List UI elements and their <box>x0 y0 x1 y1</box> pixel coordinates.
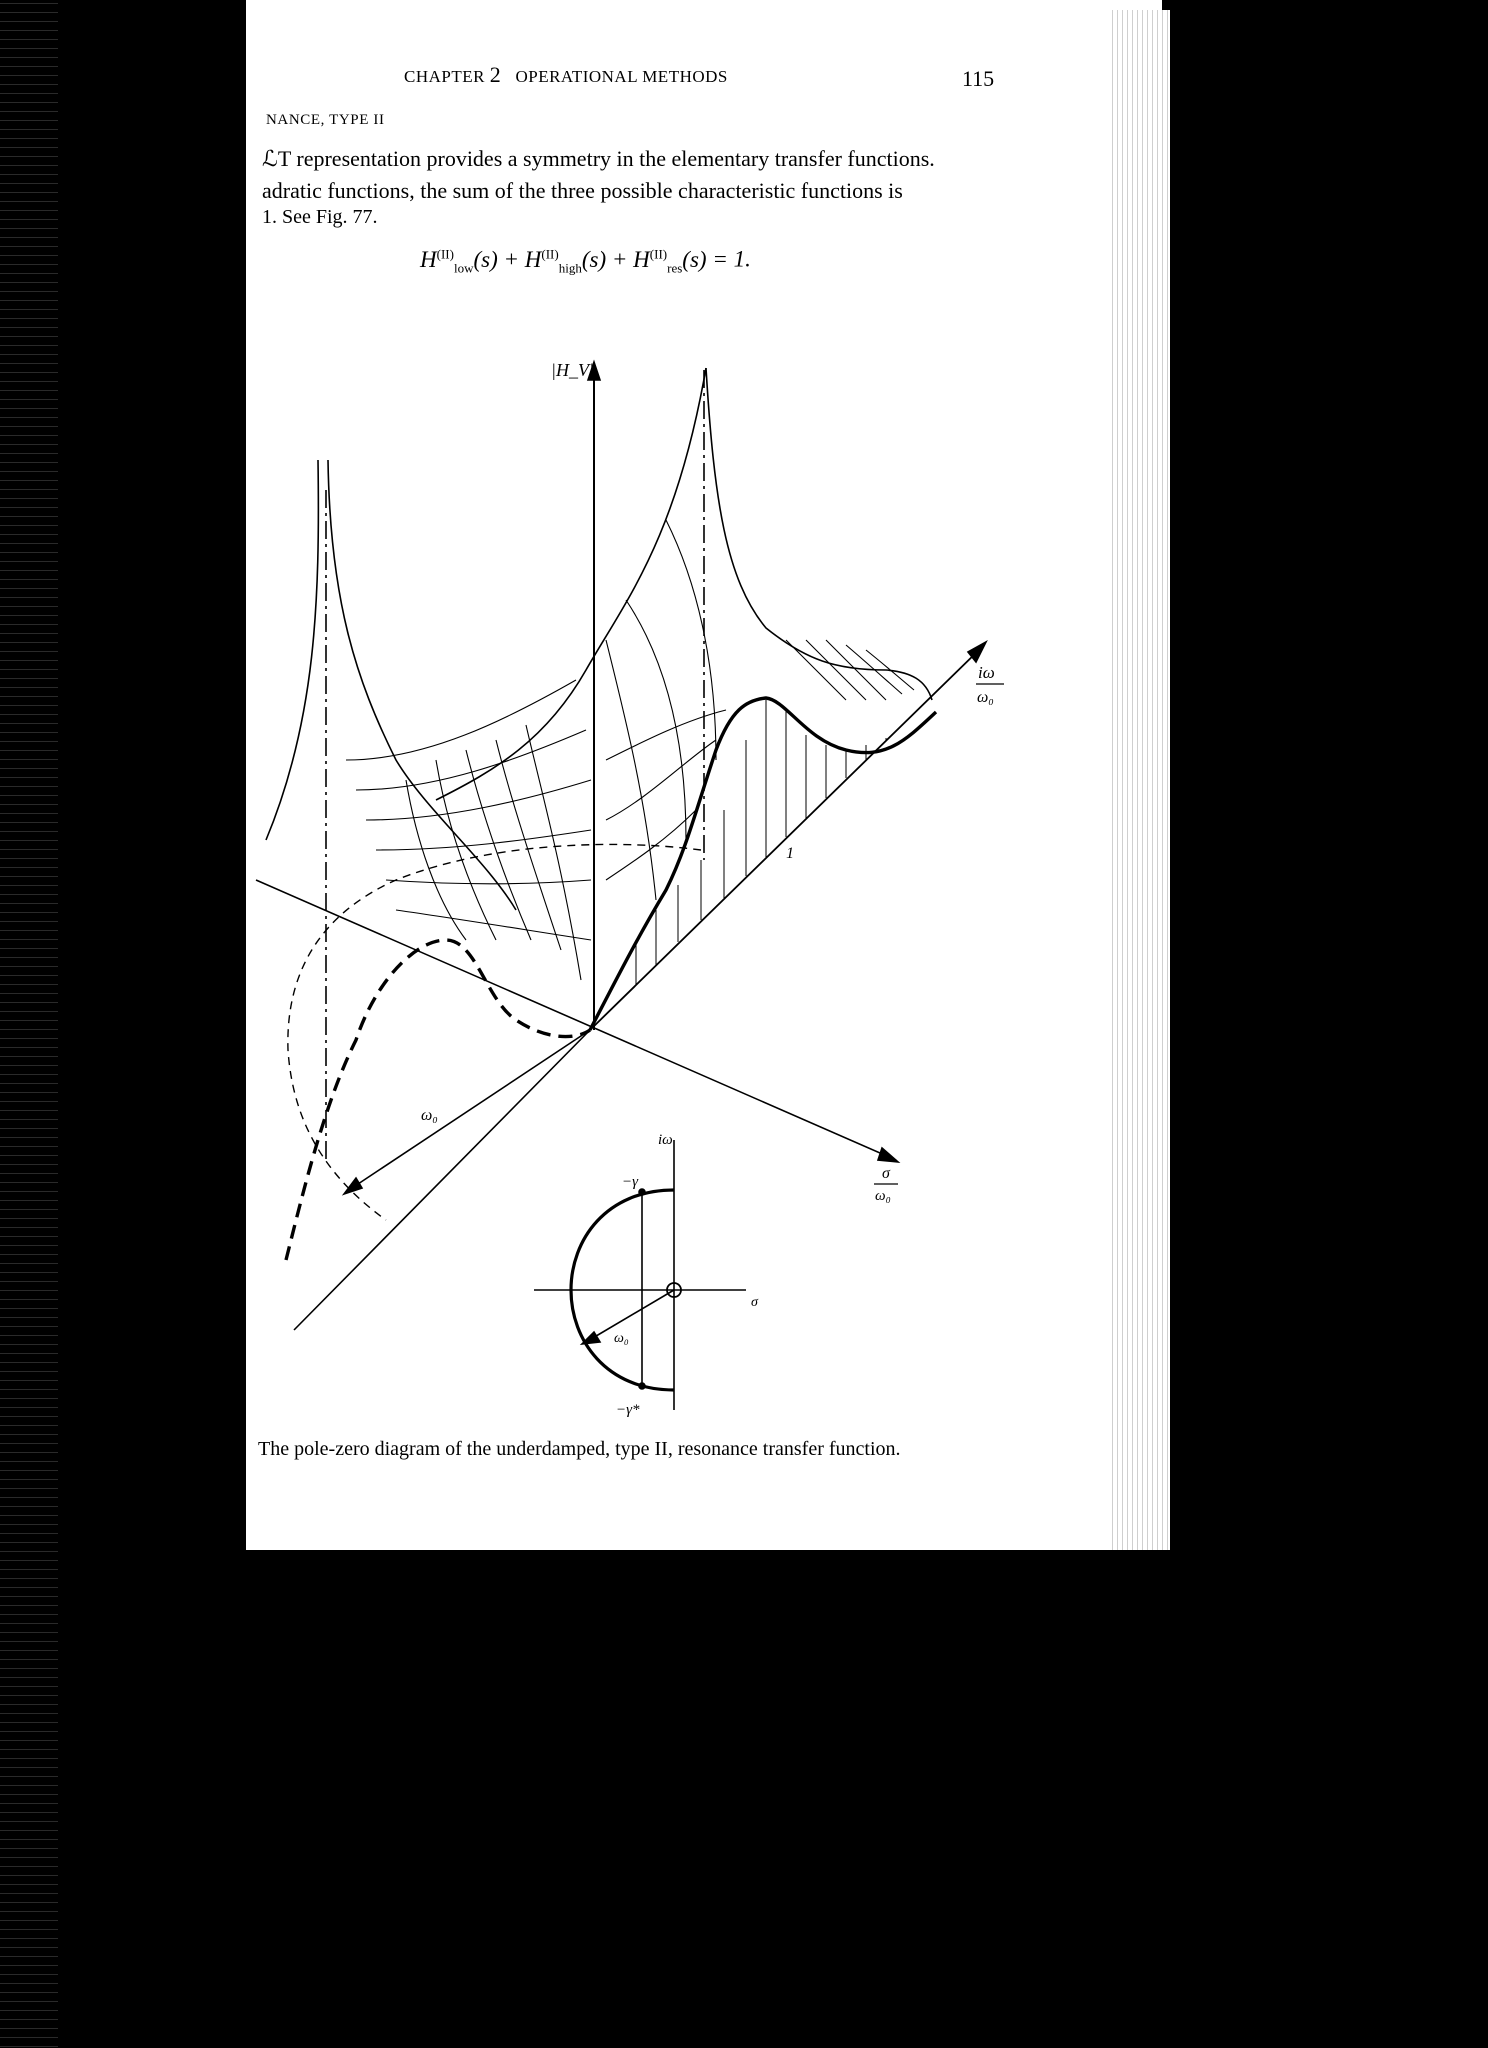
section-head: NANCE, TYPE II <box>266 112 385 128</box>
right-peak-left <box>436 368 706 800</box>
inset-label-gamma: −γ <box>622 1174 639 1190</box>
label-sigma-w0: ω₀ <box>875 1188 891 1204</box>
inset-w0-arrow <box>582 1332 600 1344</box>
body-line-2: adratic functions, the sum of the three possible characteristic functions is <box>262 178 903 203</box>
book-spine-edge <box>0 0 58 2048</box>
running-head <box>404 62 728 88</box>
running-head-chapter-number: 2 <box>489 62 502 87</box>
inset-label-w0: ω₀ <box>614 1331 629 1346</box>
page-number: 115 <box>962 66 995 91</box>
resonance-surface-figure <box>246 340 1162 1440</box>
eq-term-low: $H^{(II)}_{low}(s)$ <box>420 246 498 276</box>
inset-label-sigma: σ <box>751 1295 758 1310</box>
label-iw-w0: ω₀ <box>977 689 994 706</box>
label-hv: |H_V| <box>551 360 594 380</box>
body-line-1: ℒT representation provides a symmetry in the elementary transfer functions. <box>262 146 935 171</box>
label-sigma: σ <box>882 1165 890 1182</box>
sigma-axis-arrow <box>878 1148 898 1162</box>
label-w0-radius: ω₀ <box>421 1107 438 1124</box>
inset-label-gamma-star: −γ* <box>616 1402 640 1418</box>
sum-equation: $H^{(II)}_{low}(s) + H^{(II)}_{high}(s) + H^{(II)}_{res}(s) = 1$. <box>420 246 751 276</box>
figure-caption: The pole-zero diagram of the underdamped, type II, resonance transfer function. <box>258 1438 901 1460</box>
right-peak-right <box>706 368 932 700</box>
eq-rhs: = 1. <box>706 246 751 272</box>
surface-mesh <box>346 520 914 980</box>
inset-w0-line <box>586 1290 674 1342</box>
running-head-chapter: CHAPTER <box>404 67 485 86</box>
pole-zero-inset <box>534 1140 746 1410</box>
dashed-circle <box>288 844 701 1220</box>
running-head-title: OPERATIONAL METHODS <box>515 67 728 86</box>
inset-label-iw: iω <box>658 1132 673 1148</box>
label-one: 1 <box>786 845 794 862</box>
bold-dashed-locus <box>286 940 590 1260</box>
body-line-3: 1. See Fig. 77. <box>262 206 378 228</box>
w0-radius-line <box>346 1030 590 1192</box>
diagonal-line <box>294 1030 590 1330</box>
label-iw: iω <box>978 663 995 682</box>
left-peak-left <box>266 460 318 840</box>
eq-term-res: $H^{(II)}_{res}(s)$ <box>633 246 707 276</box>
sigma-axis <box>256 880 896 1160</box>
left-peak-right <box>328 460 516 910</box>
iw-hatching <box>636 700 886 985</box>
inset-pole-upper <box>639 1189 645 1195</box>
eq-term-high: $H^{(II)}_{high}(s)$ <box>524 246 607 276</box>
inset-pole-lower <box>639 1383 645 1389</box>
